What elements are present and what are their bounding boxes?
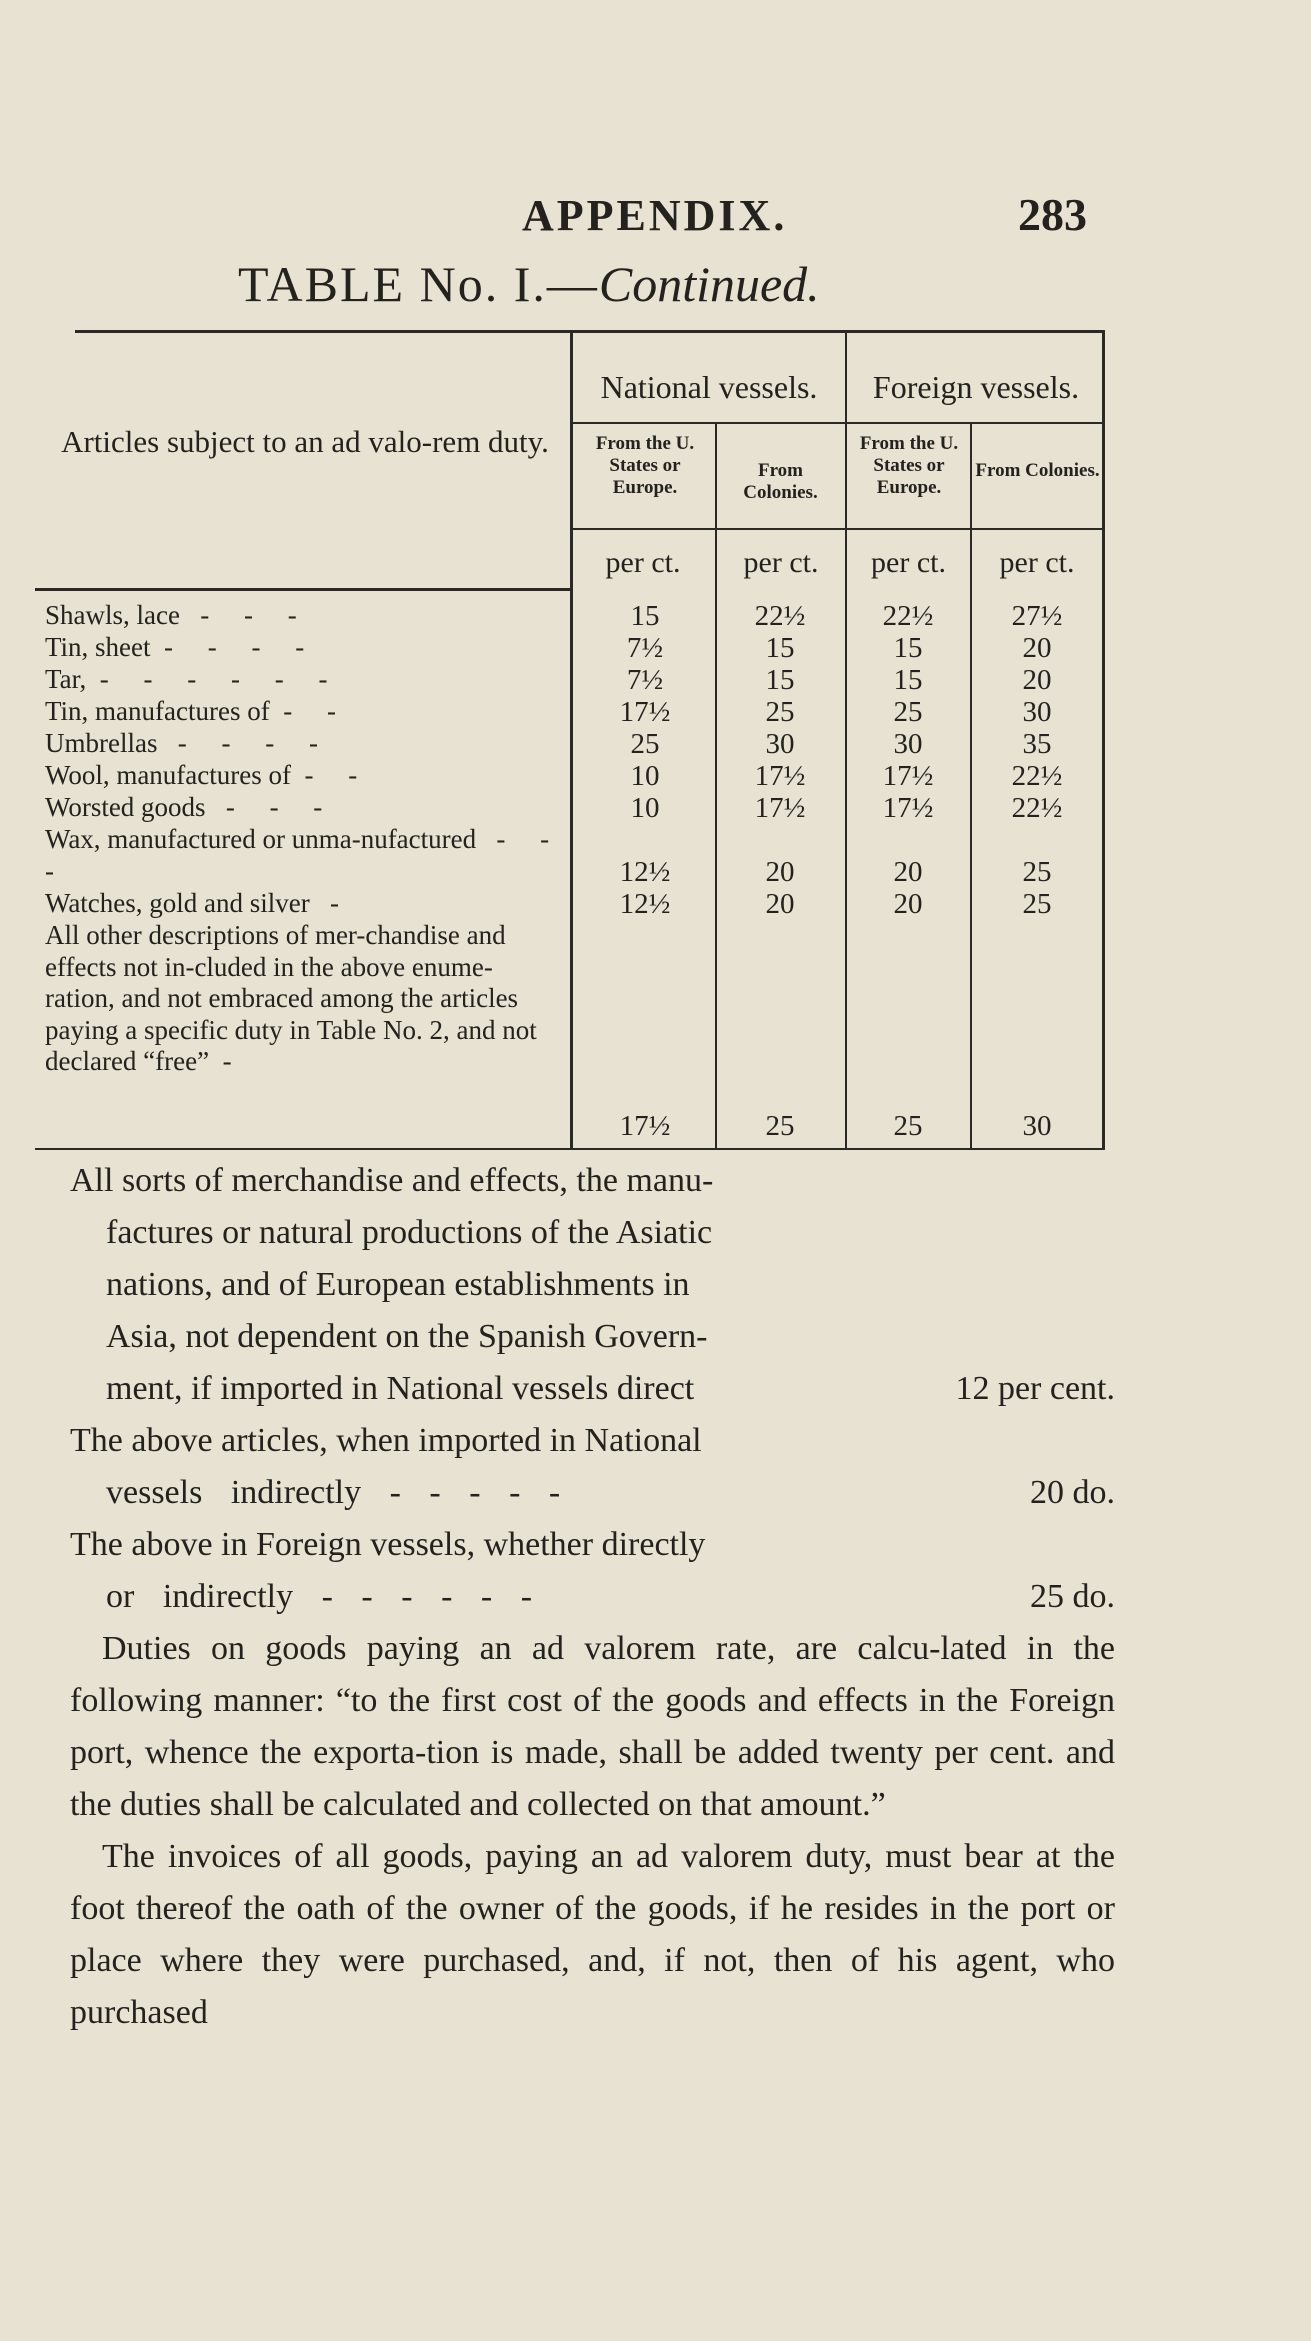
value-cell: 30 — [1022, 696, 1052, 728]
paragraph: The invoices of all goods, paying an ad valorem duty, must bear at the foot thereof the oath of the owner of the goods, if he resides in the port or place where they were purchased, and, if not, then of his agent, who purchased — [70, 1838, 1115, 2031]
value-cell: 25 — [1022, 888, 1052, 920]
value-cell: 22½ — [754, 600, 806, 632]
table-title-main: TABLE No. I.— — [238, 256, 599, 312]
value-cell: 7½ — [626, 632, 664, 664]
row-label: Tin, sheet - - - - — [45, 632, 319, 662]
row-label: Tin, manufactures of - - — [45, 696, 350, 726]
subheader-rule — [570, 528, 1105, 530]
value-cell: 17½ — [754, 792, 806, 824]
table-title-continued: Continued. — [598, 256, 820, 312]
unit-header: per ct. — [605, 546, 681, 579]
group-header-national: National vessels. — [600, 369, 818, 405]
text-line: factures or natural productions of the Asiatic — [106, 1214, 713, 1251]
value-cell: 15 — [765, 664, 795, 696]
rate-entry — [70, 1155, 1115, 1415]
page-number: 283 — [1018, 189, 1087, 240]
value-cell: 25 — [765, 1110, 795, 1142]
row-label: Shawls, lace - - - — [45, 600, 311, 630]
header-bottom-rule — [35, 588, 570, 591]
value-cell: 27½ — [1011, 600, 1063, 632]
unit-header: per ct. — [743, 546, 819, 579]
text-line: ment, if imported in National vessels direct 12 per cent. — [70, 1363, 1115, 1415]
group-header-foreign: Foreign vessels. — [872, 369, 1080, 405]
value-cell: 12½ — [619, 888, 671, 920]
value-cell: 20 — [765, 888, 795, 920]
value-cell: 25 — [893, 1110, 923, 1142]
group-header-rule — [570, 422, 1105, 424]
value-cell: 17½ — [882, 792, 934, 824]
value-cell: 20 — [893, 888, 923, 920]
text-line: or indirectly - - - - - - 25 do. — [70, 1571, 1115, 1623]
rate-entry — [70, 1415, 1115, 1519]
stub-header: Articles subject to an ad valo-rem duty. — [61, 424, 549, 459]
value-cell: 20 — [765, 856, 795, 888]
rate-value: 25 do. — [1030, 1578, 1115, 1615]
value-cell: 30 — [1022, 1110, 1052, 1142]
value-cell: 15 — [893, 632, 923, 664]
text-line: All sorts of merchandise and effects, the manu- — [70, 1162, 714, 1199]
running-head-title: APPENDIX. — [522, 191, 788, 240]
value-cell: 25 — [630, 728, 660, 760]
rate-entry — [70, 1519, 1115, 1623]
table-top-rule — [75, 330, 1105, 333]
value-cell: 17½ — [882, 760, 934, 792]
row-label: Tar, - - - - - - — [45, 664, 342, 694]
value-cell: 17½ — [619, 696, 671, 728]
row-label: All other descriptions of mer-chandise and effects not in-cluded in the above enume-ration, and not embraced among the articles paying a specific duty in Table No. 2, and not declared “free” - — [45, 920, 537, 1077]
subheader-foreign-us-europe: From the U. States or Europe. — [859, 433, 959, 498]
row-label: Watches, gold and silver - — [45, 888, 354, 918]
value-cell: 17½ — [754, 760, 806, 792]
value-cell: 15 — [630, 600, 660, 632]
value-cell: 22½ — [1011, 792, 1063, 824]
unit-header: per ct. — [999, 546, 1075, 579]
subheader-national-us-europe: From the U. States or Europe. — [595, 433, 695, 498]
subheader-foreign-colonies: From Colonies. — [975, 460, 1100, 481]
text-line: Asia, not dependent on the Spanish Govern- — [106, 1318, 708, 1355]
row-label: Umbrellas - - - - — [45, 728, 332, 758]
row-label: Wax, manufactured or unma-nufactured - - - — [45, 824, 564, 886]
value-cell: 30 — [893, 728, 923, 760]
value-cell: 35 — [1022, 728, 1052, 760]
value-cell: 20 — [893, 856, 923, 888]
value-cell: 25 — [765, 696, 795, 728]
running-head — [0, 190, 1311, 250]
column-divider — [1102, 330, 1105, 1150]
body-text — [70, 1155, 1115, 2039]
value-cell: 10 — [630, 760, 660, 792]
value-cell: 12½ — [619, 856, 671, 888]
subheader-national-colonies: From Colonies. — [743, 460, 818, 503]
table-title — [238, 255, 820, 313]
value-cell: 17½ — [619, 1110, 671, 1142]
row-label: Wool, manufactures of - - — [45, 760, 372, 790]
paragraph: Duties on goods paying an ad valorem rate, are calcu-lated in the following manner: “to the first cost of the goods and effects in the Foreign port, whence the exporta-tion is made, shall be added twenty per cent. and the duties shall be calculated and collected on that amount.” — [70, 1630, 1115, 1823]
unit-header: per ct. — [871, 546, 946, 579]
rate-value: 12 per cent. — [955, 1370, 1115, 1407]
value-cell: 22½ — [1011, 760, 1063, 792]
row-label: Worsted goods - - - — [45, 792, 337, 822]
text-line: The above in Foreign vessels, whether directly — [70, 1526, 706, 1563]
text-line: nations, and of European establishments in — [106, 1266, 690, 1303]
duty-table — [35, 330, 1105, 1150]
value-cell: 25 — [1022, 856, 1052, 888]
table-bottom-rule — [35, 1148, 1105, 1150]
value-cell: 30 — [765, 728, 795, 760]
text-line: vessels indirectly - - - - - 20 do. — [70, 1467, 1115, 1519]
text-line: The above articles, when imported in National — [70, 1422, 702, 1459]
value-cell: 22½ — [882, 600, 934, 632]
rate-value: 20 do. — [1030, 1474, 1115, 1511]
value-cell: 25 — [893, 696, 923, 728]
value-cell: 20 — [1022, 632, 1052, 664]
value-cell: 20 — [1022, 664, 1052, 696]
value-cell: 15 — [765, 632, 795, 664]
value-cell: 10 — [630, 792, 660, 824]
value-cell: 15 — [893, 664, 923, 696]
value-cell: 7½ — [626, 664, 664, 696]
